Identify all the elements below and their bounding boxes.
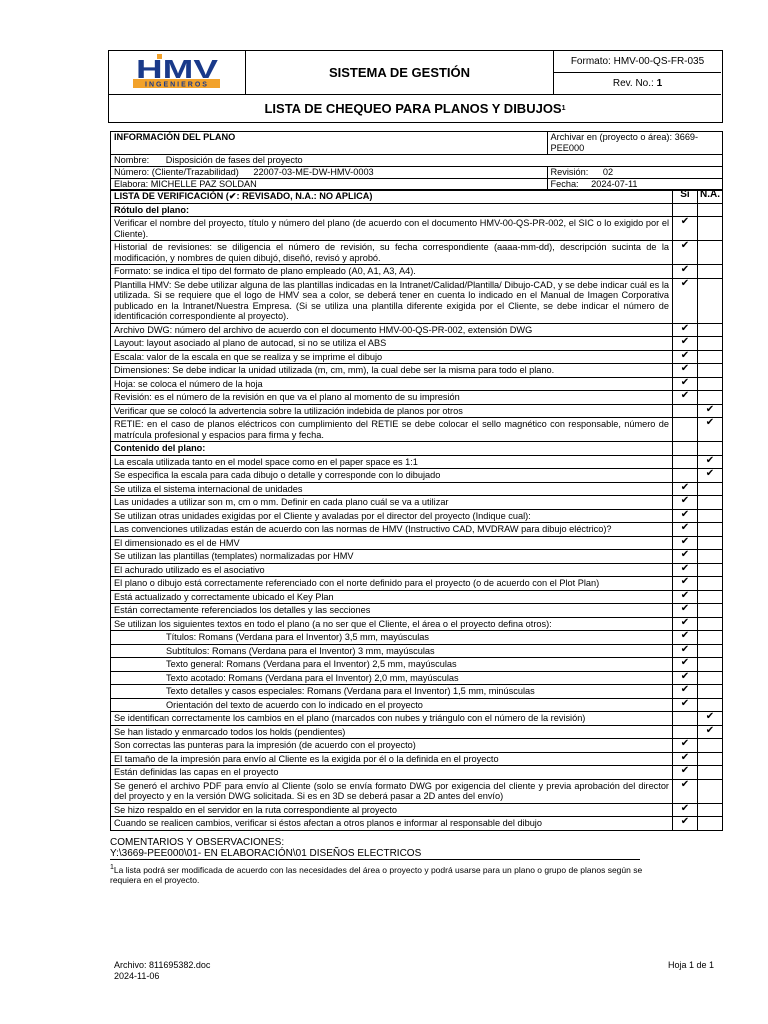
checklist-item-text: Texto general: Romans (Verdana para el Inventor) 2,5 mm, mayúsculas (111, 658, 673, 672)
si-checkmark (673, 442, 698, 456)
si-checkmark (673, 203, 698, 217)
revision-value: 02 (602, 167, 614, 177)
si-checkmark: ✔ (673, 364, 698, 378)
si-checkmark (673, 404, 698, 418)
checklist-row (111, 418, 723, 442)
checklist-row (111, 323, 723, 337)
checklist-row (111, 766, 723, 780)
checklist-item-text: Se utilizan los siguientes textos en todo el plano (a no ser que el Cliente, el área o el proyecto defina otros): (111, 617, 673, 631)
checklist-item-text: Se utilizan las plantillas (templates) normalizadas por HMV (111, 550, 673, 564)
revision-label: Revisión: (550, 167, 589, 177)
checklist-item-text: Formato: se indica el tipo del formato de plano empleado (A0, A1, A3, A4). (111, 265, 673, 279)
comments-heading: COMENTARIOS Y OBSERVACIONES: (110, 837, 285, 848)
checklist-section-row (111, 442, 723, 456)
checklist-item-text: Escala: valor de la escala en que se realiza y se imprime el dibujo (111, 350, 673, 364)
na-checkmark (698, 604, 723, 618)
revision-number (554, 73, 721, 95)
si-checkmark: ✔ (673, 323, 698, 337)
si-checkmark: ✔ (673, 350, 698, 364)
na-checkmark (698, 391, 723, 405)
checklist-item-text: Verificar que se colocó la advertencia sobre la utilización indebida de planos por otros (111, 404, 673, 418)
na-checkmark: ✔ (698, 469, 723, 483)
checklist-section-row (111, 203, 723, 217)
checklist-row (111, 523, 723, 537)
checklist-item-text: Son correctas las punteras para la impresión (de acuerdo con el proyecto) (111, 739, 673, 753)
si-checkmark: ✔ (673, 550, 698, 564)
checklist-item-text: Plantilla HMV: Se debe utilizar alguna de las plantillas indicadas en la Intranet/Calidad/Plantilla/ Dibujo-CAD, y se debe indicar cuál es la utilizada. Si se requiere que el logo de HMV sea a color, se deberá tener en cuenta lo indicado en el Manual de Imagen Corporativa publicado en la Intranet/Nuestra Empresa. (Si se utiliza una plantilla diferente exigida por el Cliente, se debe indicar el número de identificación correspondiente al proyecto). (111, 278, 673, 323)
checklist-row (111, 752, 723, 766)
si-checkmark (673, 712, 698, 726)
name-label: Nombre: (114, 155, 150, 165)
checklist-row (111, 644, 723, 658)
na-checkmark (698, 631, 723, 645)
number-value: 22007-03-ME-DW-HMV-0003 (253, 167, 374, 177)
checklist-row (111, 779, 723, 803)
number-cell (111, 167, 548, 179)
si-checkmark: ✔ (673, 658, 698, 672)
footer-page: Hoja 1 de 1 (668, 960, 715, 970)
checklist-heading: LISTA DE VERIFICACIÓN (✔: REVISADO, N.A.: NO APLICA) (111, 190, 673, 204)
logo-text: HMV (136, 54, 219, 84)
si-checkmark (673, 725, 698, 739)
na-checkmark (698, 658, 723, 672)
checklist-item-text: Archivo DWG: número del archivo de acuerdo con el documento HMV-00-QS-PR-002, extensión DWG (111, 323, 673, 337)
checklist-row (111, 685, 723, 699)
footer-date: 2024-11-06 (114, 971, 160, 981)
number-label: Número: (Cliente/Trazabilidad) (114, 167, 239, 177)
na-checkmark: ✔ (698, 455, 723, 469)
checklist-row (111, 482, 723, 496)
checklist-row (111, 550, 723, 564)
document-header (108, 50, 723, 123)
format-code: Formato: HMV-00-QS-FR-035 (554, 51, 721, 73)
checklist-item-text: El plano o dibujo está correctamente referenciado con el norte definido para el proyecto (o de acuerdo con el Plot Plan) (111, 577, 673, 591)
si-checkmark (673, 469, 698, 483)
checklist-item-text: El tamaño de la impresión para envío al Cliente es la exigida por él o la definida en el proyecto (111, 752, 673, 766)
info-heading: INFORMACIÓN DEL PLANO (111, 132, 548, 155)
rev-label: Rev. No.: (612, 78, 654, 89)
title-footnote-mark: 1 (561, 104, 566, 112)
checklist-item-text: Se generó el archivo PDF para envío al Cliente (solo se envía formato DWG por exigencia del cliente y previa aprobación del director del proyecto y en la versión DWG solicitada. Si es en 3D se deberá pasar a 2D antes del envío) (111, 779, 673, 803)
na-checkmark (698, 203, 723, 217)
checklist-item-text: RETIE: en el caso de planos eléctricos con cumplimiento del RETIE se debe colocar el sello magnético con responsable, número de matrícula profesional y espacios para firma y fecha. (111, 418, 673, 442)
checklist-item-text: Títulos: Romans (Verdana para el Inventor) 3,5 mm, mayúsculas (111, 631, 673, 645)
si-checkmark: ✔ (673, 779, 698, 803)
checklist-item-text: Se utiliza el sistema internacional de unidades (111, 482, 673, 496)
na-checkmark (698, 442, 723, 456)
checklist-row (111, 455, 723, 469)
na-checkmark: ✔ (698, 404, 723, 418)
checklist-row (111, 712, 723, 726)
si-checkmark: ✔ (673, 217, 698, 241)
na-checkmark: ✔ (698, 712, 723, 726)
na-checkmark (698, 364, 723, 378)
si-checkmark: ✔ (673, 265, 698, 279)
si-checkmark: ✔ (673, 817, 698, 831)
checklist-item-text: Las unidades a utilizar son m, cm o mm. Definir en cada plano cuál se va a utilizar (111, 496, 673, 510)
checklist-row (111, 469, 723, 483)
si-checkmark: ✔ (673, 803, 698, 817)
na-checkmark (698, 377, 723, 391)
na-checkmark (698, 509, 723, 523)
si-checkmark: ✔ (673, 671, 698, 685)
checklist-row (111, 698, 723, 712)
na-checkmark: ✔ (698, 418, 723, 442)
checklist-item-text: Revisión: es el número de la revisión en que va el plano al momento de su impresión (111, 391, 673, 405)
si-checkmark: ✔ (673, 482, 698, 496)
checklist-item-text: Layout: layout asociado al plano de autocad, si no se utiliza el ABS (111, 337, 673, 351)
checklist-item-text: Se hizo respaldo en el servidor en la ruta correspondiente al proyecto (111, 803, 673, 817)
col-na: N.A. (698, 190, 723, 204)
na-checkmark (698, 590, 723, 604)
checklist-item-text: Historial de revisiones: se diligencia el número de revisión, su fecha correspondiente (aaaa-mm-dd), descripción sucinta de la modificación, y nombres de quien dibujó, diseñó, revisó y aprobó. (111, 241, 673, 265)
checklist-row (111, 377, 723, 391)
footnote-mark: 1 (110, 864, 114, 871)
si-checkmark (673, 455, 698, 469)
comments-path: Y:\3669-PEE000\01- EN ELABORACIÓN\01 DISEÑOS ELECTRICOS (110, 848, 640, 860)
checklist-row (111, 364, 723, 378)
na-checkmark (698, 241, 723, 265)
si-checkmark: ✔ (673, 577, 698, 591)
name-value: Disposición de fases del proyecto (165, 155, 303, 165)
name-row (111, 155, 723, 167)
footnote (110, 863, 650, 885)
checklist-row (111, 241, 723, 265)
checklist-row (111, 658, 723, 672)
checklist-item-text: Están correctamente referenciados los detalles y las secciones (111, 604, 673, 618)
comments-section (110, 837, 640, 860)
checklist-row (111, 391, 723, 405)
na-checkmark (698, 217, 723, 241)
col-si: Si (673, 190, 698, 204)
footnote-text: La lista podrá ser modificada de acuerdo con las necesidades del área o proyecto y podrá usarse para un plano o grupo de planos según se requiera en el proyecto. (110, 864, 643, 885)
na-checkmark (698, 739, 723, 753)
si-checkmark: ✔ (673, 523, 698, 537)
checklist-item-text: Se identifican correctamente los cambios en el plano (marcados con nubes y triángulo con el número de la revisión) (111, 712, 673, 726)
na-checkmark (698, 698, 723, 712)
si-checkmark: ✔ (673, 536, 698, 550)
checklist-item-text: El achurado utilizado es el asociativo (111, 563, 673, 577)
checklist-row (111, 577, 723, 591)
checklist-table (110, 189, 723, 831)
checklist-item-text: Se han listado y enmarcado todos los holds (pendientes) (111, 725, 673, 739)
date-value: 2024-07-11 (591, 179, 638, 189)
si-checkmark: ✔ (673, 739, 698, 753)
logo-cell (109, 51, 246, 95)
system-title: SISTEMA DE GESTIÓN (246, 51, 554, 95)
checklist-item-text: Orientación del texto de acuerdo con lo indicado en el proyecto (111, 698, 673, 712)
si-checkmark: ✔ (673, 337, 698, 351)
checklist-item-text: Se utilizan otras unidades exigidas por el Cliente y avaladas por el director del proyecto (Indique cual): (111, 509, 673, 523)
title-text: LISTA DE CHEQUEO PARA PLANOS Y DIBUJOS (264, 100, 562, 116)
si-checkmark: ✔ (673, 496, 698, 510)
si-checkmark: ✔ (673, 377, 698, 391)
na-checkmark (698, 350, 723, 364)
na-checkmark (698, 617, 723, 631)
footer-left (114, 960, 210, 982)
si-checkmark: ✔ (673, 644, 698, 658)
na-checkmark (698, 671, 723, 685)
checklist-row (111, 631, 723, 645)
na-checkmark (698, 563, 723, 577)
si-checkmark: ✔ (673, 685, 698, 699)
hmv-logo (109, 51, 246, 95)
checklist-item-text: Las convenciones utilizadas están de acuerdo con las normas de HMV (Instructivo CAD, MVDRAW para dibujo eléctrico)? (111, 523, 673, 537)
footer-file: Archivo: 811695382.doc (114, 960, 211, 970)
checklist-row (111, 563, 723, 577)
checklist-item-text: La escala utilizada tanto en el model space como en el paper space es 1:1 (111, 455, 673, 469)
na-checkmark (698, 766, 723, 780)
si-checkmark: ✔ (673, 604, 698, 618)
na-checkmark (698, 803, 723, 817)
rev-value: 1 (656, 78, 663, 89)
checklist-row (111, 536, 723, 550)
checklist-row (111, 496, 723, 510)
na-checkmark (698, 536, 723, 550)
checklist-item-text: Verificar el nombre del proyecto, título y número del plano (de acuerdo con el documento HMV-00-QS-PR-002, el SIC o lo exigido por el Cliente). (111, 217, 673, 241)
na-checkmark (698, 550, 723, 564)
checklist-item-text: Texto detalles y casos especiales: Romans (Verdana para el Inventor) 1,5 mm, minúsculas (111, 685, 673, 699)
si-checkmark: ✔ (673, 617, 698, 631)
author-cell: Elabora: MICHELLE PAZ SOLDAN (111, 179, 548, 191)
checklist-item-text: Contenido del plano: (111, 442, 673, 456)
checklist-item-text: Están definidas las capas en el proyecto (111, 766, 673, 780)
checklist-item-text: Dimensiones: Se debe indicar la unidad utilizada (m, cm, mm), la cual debe ser la misma para todo el plano. (111, 364, 673, 378)
si-checkmark: ✔ (673, 563, 698, 577)
checklist-item-text: Subtítulos: Romans (Verdana para el Inventor) 3 mm, mayúsculas (111, 644, 673, 658)
checklist-row (111, 278, 723, 323)
checklist-row (111, 739, 723, 753)
si-checkmark: ✔ (673, 241, 698, 265)
checklist-row (111, 803, 723, 817)
logo-subtext: INGENIEROS (145, 81, 209, 89)
na-checkmark (698, 752, 723, 766)
na-checkmark (698, 644, 723, 658)
checklist-item-text: Rótulo del plano: (111, 203, 673, 217)
na-checkmark (698, 779, 723, 803)
plan-info-table (110, 131, 723, 191)
checklist-row (111, 604, 723, 618)
si-checkmark: ✔ (673, 631, 698, 645)
document-title (109, 95, 721, 121)
checklist-row (111, 671, 723, 685)
na-checkmark (698, 482, 723, 496)
checklist-row (111, 509, 723, 523)
checklist-body (111, 203, 723, 830)
si-checkmark (673, 418, 698, 442)
checklist-item-text: Texto acotado: Romans (Verdana para el Inventor) 2,0 mm, mayúsculas (111, 671, 673, 685)
checklist-item-text: El dimensionado es el de HMV (111, 536, 673, 550)
na-checkmark (698, 817, 723, 831)
revision-cell (547, 167, 722, 179)
date-label: Fecha: (550, 179, 579, 189)
na-checkmark (698, 337, 723, 351)
na-checkmark (698, 265, 723, 279)
na-checkmark (698, 685, 723, 699)
checklist-row (111, 404, 723, 418)
si-checkmark: ✔ (673, 752, 698, 766)
na-checkmark (698, 323, 723, 337)
si-checkmark: ✔ (673, 509, 698, 523)
na-checkmark (698, 577, 723, 591)
si-checkmark: ✔ (673, 766, 698, 780)
checklist-row (111, 217, 723, 241)
na-checkmark: ✔ (698, 725, 723, 739)
checklist-item-text: Cuando se realicen cambios, verificar si éstos afectan a otros planos e informar al responsable del dibujo (111, 817, 673, 831)
checklist-row (111, 725, 723, 739)
si-checkmark: ✔ (673, 278, 698, 323)
checklist-row (111, 590, 723, 604)
archive-field: Archivar en (proyecto o área): 3669- PEE000 (547, 132, 722, 155)
na-checkmark (698, 523, 723, 537)
checklist-row (111, 617, 723, 631)
si-checkmark: ✔ (673, 698, 698, 712)
checklist-item-text: Hoja: se coloca el número de la hoja (111, 377, 673, 391)
si-checkmark: ✔ (673, 391, 698, 405)
checklist-row (111, 337, 723, 351)
checklist-item-text: Se especifica la escala para cada dibujo o detalle y corresponde con lo dibujado (111, 469, 673, 483)
si-checkmark: ✔ (673, 590, 698, 604)
na-checkmark (698, 278, 723, 323)
na-checkmark (698, 496, 723, 510)
checklist-row (111, 350, 723, 364)
checklist-item-text: Está actualizado y correctamente ubicado el Key Plan (111, 590, 673, 604)
checklist-row (111, 265, 723, 279)
checklist-row (111, 817, 723, 831)
